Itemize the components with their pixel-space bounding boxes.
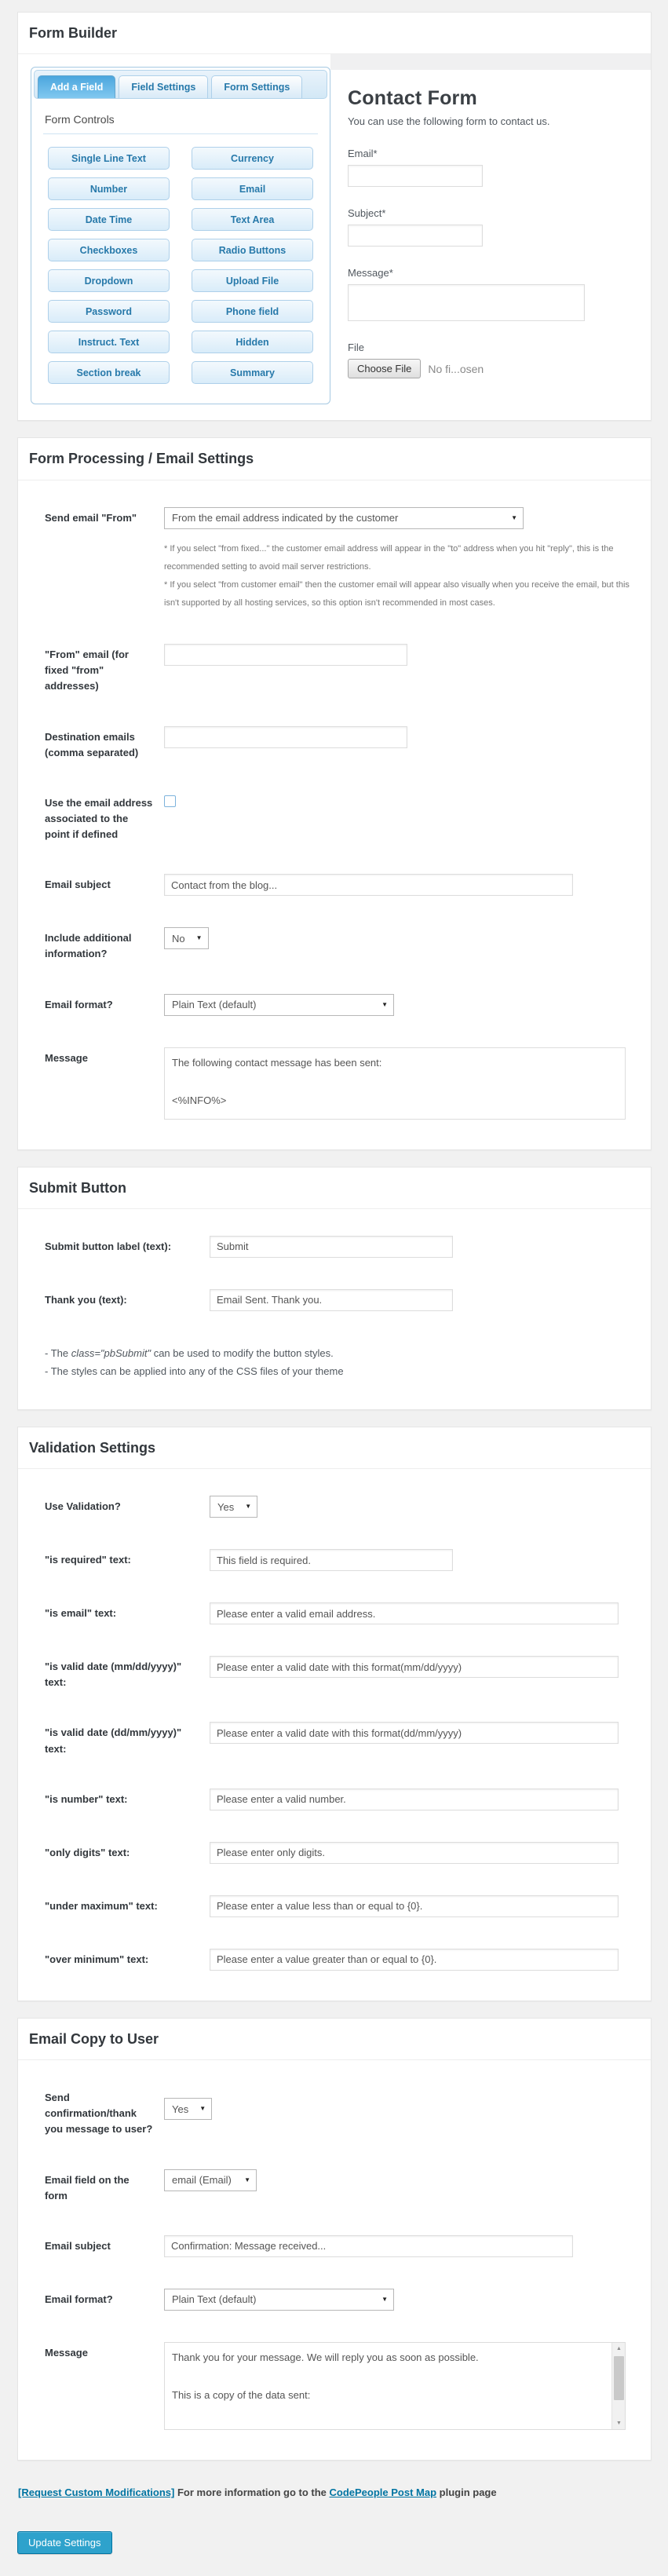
email-field-select[interactable] (164, 2169, 257, 2191)
submit-note-1: - The class="pbSubmit" can be used to modify the button styles. (45, 1346, 334, 1359)
thank-you-input[interactable] (210, 1289, 453, 1311)
form-builder-card (17, 12, 652, 421)
send-confirmation-label: Send confirmation/thank you message to user? (45, 2092, 153, 2136)
tabs-nav (34, 70, 327, 99)
form-builder-left (18, 54, 330, 420)
validation-settings-title: Validation Settings (18, 1427, 651, 1469)
scrollbar[interactable] (611, 2343, 625, 2429)
field-button-password[interactable]: Password (48, 300, 170, 323)
tab-form-settings[interactable]: Form Settings (211, 75, 302, 98)
is-required-row (27, 1549, 640, 1571)
divider (43, 133, 318, 134)
scroll-down-icon[interactable]: ▼ (616, 2420, 622, 2426)
field-button-dropdown[interactable]: Dropdown (48, 269, 170, 292)
copy-subject-input[interactable] (164, 2235, 573, 2257)
dropdown-arrow-icon: ▼ (381, 2295, 388, 2303)
under-maximum-input[interactable] (210, 1895, 619, 1917)
dropdown-arrow-icon: ▼ (245, 1503, 252, 1511)
use-point-email-checkbox[interactable] (164, 795, 176, 807)
is-number-label: "is number" text: (45, 1792, 128, 1805)
field-button-instruct-text[interactable]: Instruct. Text (48, 331, 170, 353)
form-preview (330, 70, 651, 394)
copy-message-row (27, 2342, 640, 2430)
over-minimum-label: "over minimum" text: (45, 1953, 149, 1965)
email-format-row (27, 994, 640, 1016)
send-from-selected-value: From the email address indicated by the customer (172, 512, 399, 524)
from-email-row (27, 644, 640, 694)
add-a-field-panel (34, 99, 327, 401)
from-email-label: "From" email (for fixed "from" addresses) (45, 649, 129, 692)
copy-message-textarea[interactable] (164, 2342, 626, 2430)
footer-tail-text: plugin page (436, 2486, 497, 2498)
over-minimum-row (27, 1949, 640, 1971)
email-field-selected-value: email (Email) (172, 2174, 232, 2186)
is-valid-date-ddmm-input[interactable] (210, 1722, 619, 1744)
submit-button-notes (27, 1343, 640, 1386)
field-button-number[interactable]: Number (48, 177, 170, 200)
copy-format-select[interactable] (164, 2289, 394, 2311)
copy-format-selected-value: Plain Text (default) (172, 2293, 257, 2306)
message-row (27, 1047, 640, 1120)
submit-button-card (17, 1167, 652, 1410)
no-file-chosen-text: No fi...osen (428, 362, 484, 375)
is-email-input[interactable] (210, 1602, 619, 1624)
copy-subject-row (27, 2235, 640, 2257)
email-format-select[interactable] (164, 994, 394, 1016)
field-button-checkboxes[interactable]: Checkboxes (48, 239, 170, 261)
form-preview-column (330, 54, 651, 420)
send-confirmation-select[interactable] (164, 2098, 212, 2120)
email-copy-card (17, 2018, 652, 2461)
field-button-hidden[interactable]: Hidden (192, 331, 313, 353)
field-button-single-line-text[interactable]: Single Line Text (48, 147, 170, 170)
include-info-select[interactable] (164, 927, 209, 949)
email-settings-title: Form Processing / Email Settings (18, 438, 651, 480)
preview-email-label: Email* (348, 148, 378, 160)
field-button-currency[interactable]: Currency (192, 147, 313, 170)
form-controls-title: Form Controls (45, 113, 115, 126)
include-info-selected-value: No (172, 932, 185, 945)
field-button-section-break[interactable]: Section break (48, 361, 170, 384)
email-format-selected-value: Plain Text (default) (172, 999, 257, 1011)
field-button-text-area[interactable]: Text Area (192, 208, 313, 231)
thank-you-label: Thank you (text): (45, 1293, 127, 1306)
preview-top-strip (330, 54, 651, 70)
send-from-notes (164, 540, 640, 612)
update-settings-button[interactable]: Update Settings (17, 2531, 112, 2554)
preview-subject-input[interactable] (348, 225, 483, 247)
only-digits-row (27, 1842, 640, 1864)
thank-you-row (27, 1289, 640, 1311)
preview-file-control (348, 359, 635, 378)
use-validation-row (27, 1496, 640, 1518)
use-validation-select[interactable] (210, 1496, 257, 1518)
submit-button-title: Submit Button (18, 1167, 651, 1209)
tab-field-settings[interactable]: Field Settings (119, 75, 208, 98)
preview-form-subtitle: You can use the following form to contact us. (348, 115, 550, 128)
is-required-input[interactable] (210, 1549, 453, 1571)
email-settings-card (17, 437, 652, 1149)
only-digits-label: "only digits" text: (45, 1846, 130, 1858)
is-email-row (27, 1602, 640, 1624)
message-textarea[interactable] (164, 1047, 626, 1120)
submit-label-input[interactable] (210, 1236, 453, 1258)
email-subject-row (27, 874, 640, 896)
preview-message-label: Message* (348, 267, 393, 280)
use-validation-label: Use Validation? (45, 1500, 121, 1513)
submit-label-label: Submit button label (text): (45, 1240, 172, 1252)
over-minimum-input[interactable] (210, 1949, 619, 1971)
include-info-label: Include additional information? (45, 932, 132, 960)
email-field-label: Email field on the form (45, 2173, 130, 2201)
form-controls-grid (43, 147, 318, 384)
preview-file-label: File (348, 342, 364, 354)
codepeople-post-map-link[interactable]: CodePeople Post Map (329, 2486, 437, 2498)
send-from-note-1: * If you select "from fixed..." the customer email address will appear in the "to" address when you hit "reply", this is the recommended setting to avoid mail server restrictions. (164, 543, 614, 572)
email-format-label: Email format? (45, 998, 113, 1010)
copy-format-row (27, 2289, 640, 2311)
dropdown-arrow-icon: ▼ (511, 513, 517, 521)
is-number-input[interactable] (210, 1789, 619, 1811)
destination-emails-input[interactable] (164, 726, 407, 748)
email-field-row (27, 2169, 640, 2204)
is-valid-date-ddmm-row (27, 1722, 640, 1756)
tab-add-a-field[interactable]: Add a Field (38, 75, 115, 98)
form-builder-title: Form Builder (18, 13, 651, 54)
copy-message-label: Message (45, 2346, 88, 2359)
dropdown-arrow-icon: ▼ (244, 2176, 250, 2183)
preview-subject-label: Subject* (348, 207, 386, 220)
email-subject-label: Email subject (45, 879, 111, 891)
form-builder-body (18, 54, 651, 420)
destination-emails-row (27, 726, 640, 761)
destination-emails-label: Destination emails (comma separated) (45, 730, 139, 758)
field-button-email[interactable]: Email (192, 177, 313, 200)
choose-file-button[interactable]: Choose File (348, 359, 421, 378)
dropdown-arrow-icon: ▼ (195, 934, 203, 942)
message-label: Message (45, 1051, 88, 1064)
submit-label-row (27, 1236, 640, 1258)
field-button-phone-field[interactable]: Phone field (192, 300, 313, 323)
preview-form-title: Contact Form (348, 87, 477, 110)
is-valid-date-mmdd-label: "is valid date (mm/dd/yyyy)" text: (45, 1661, 182, 1689)
is-number-row (27, 1789, 640, 1811)
from-email-input[interactable] (164, 644, 407, 666)
field-button-summary[interactable]: Summary (192, 361, 313, 384)
footer-info-line (17, 2477, 652, 2498)
send-from-label: Send email "From" (45, 511, 137, 524)
copy-subject-label: Email subject (45, 2239, 111, 2252)
under-maximum-label: "under maximum" text: (45, 1899, 158, 1912)
validation-settings-card (17, 1427, 652, 2001)
form-builder-tabs-widget (31, 67, 330, 404)
send-from-note-2: * If you select "from customer email" then the customer email will appear also visually when you receive the email, but this isn't supported by all hosting services, so this option isn't recommended in most cases. (164, 579, 630, 608)
submit-note-2: - The styles can be applied into any of the CSS files of your theme (45, 1365, 344, 1378)
preview-message-textarea[interactable] (348, 284, 585, 321)
dropdown-arrow-icon: ▼ (381, 1000, 388, 1008)
send-confirmation-row (27, 2087, 640, 2137)
request-custom-modifications-link[interactable]: [Request Custom Modifications] (18, 2486, 175, 2498)
is-valid-date-mmdd-input[interactable] (210, 1656, 619, 1678)
field-button-upload-file[interactable]: Upload File (192, 269, 313, 292)
scrollbar-thumb[interactable] (614, 2356, 624, 2400)
scroll-up-icon[interactable]: ▲ (616, 2345, 622, 2351)
send-from-row (27, 507, 640, 612)
only-digits-input[interactable] (210, 1842, 619, 1864)
is-valid-date-ddmm-label: "is valid date (dd/mm/yyyy)" text: (45, 1726, 182, 1755)
is-valid-date-mmdd-row (27, 1656, 640, 1690)
copy-format-label: Email format? (45, 2293, 113, 2305)
under-maximum-row (27, 1895, 640, 1917)
email-copy-title: Email Copy to User (18, 2019, 651, 2060)
dropdown-arrow-icon: ▼ (199, 2105, 206, 2113)
use-validation-selected-value: Yes (217, 1500, 235, 1513)
email-subject-input[interactable] (164, 874, 573, 896)
is-required-label: "is required" text: (45, 1554, 131, 1566)
preview-email-input[interactable] (348, 165, 483, 187)
field-button-date-time[interactable]: Date Time (48, 208, 170, 231)
send-confirmation-selected-value: Yes (172, 2103, 189, 2115)
use-point-email-row (27, 792, 640, 842)
is-email-label: "is email" text: (45, 1607, 117, 1620)
use-point-email-label: Use the email address associated to the point if defined (45, 796, 153, 841)
include-info-row (27, 927, 640, 962)
copy-message-wrapper (164, 2342, 626, 2430)
send-from-select[interactable] (164, 507, 524, 529)
field-button-radio-buttons[interactable]: Radio Buttons (192, 239, 313, 261)
footer-mid-text: For more information go to the (174, 2486, 330, 2498)
